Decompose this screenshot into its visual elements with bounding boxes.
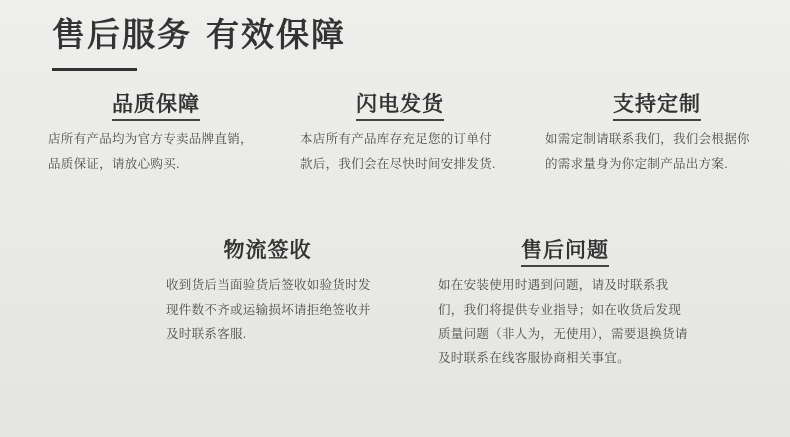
section-after-sales-issues: [430, 238, 690, 371]
section-heading: [430, 238, 690, 263]
section-logistics-receipt: [160, 238, 375, 346]
section-heading: [300, 92, 500, 117]
section-body: 店所有产品均为官方专卖品牌直销，品质保证，请放心购买.: [48, 132, 253, 171]
section-body: 如需定制请联系我们，我们会根据你的需求量身为你定制产品出方案.: [545, 132, 750, 171]
section-body: 如在安装使用时遇到问题，请及时联系我们，我们将提供专业指导；如在收货后发现质量问题（非人为，无使用），需要退换货请及时联系在线客服协商相关事宜。: [438, 278, 688, 366]
section-heading: [160, 238, 375, 263]
section-quality-guarantee: [48, 92, 258, 176]
page-title-part2: 有效保障: [206, 16, 346, 53]
page-title-text: [52, 14, 346, 57]
section-customization-support: [545, 92, 755, 176]
title-underline-rule: [52, 68, 137, 71]
section-heading-text: 售后问题: [521, 239, 609, 267]
section-heading: [48, 92, 258, 117]
page-title-part1: 售后服务: [52, 16, 192, 53]
section-heading-text: 支持定制: [613, 93, 701, 121]
section-heading-text: 品质保障: [112, 93, 200, 121]
section-heading: [545, 92, 755, 117]
page-title: [52, 14, 346, 57]
section-body: 收到货后当面验货后签收如验货时发现件数不齐或运输损坏请拒绝签收并及时联系客服.: [166, 278, 371, 341]
section-heading-text: 闪电发货: [356, 93, 444, 121]
section-fast-shipping: [300, 92, 500, 176]
section-body: 本店所有产品库存充足您的订单付款后，我们会在尽快时间安排发货.: [300, 132, 496, 171]
section-heading-text: 物流签收: [223, 239, 312, 262]
